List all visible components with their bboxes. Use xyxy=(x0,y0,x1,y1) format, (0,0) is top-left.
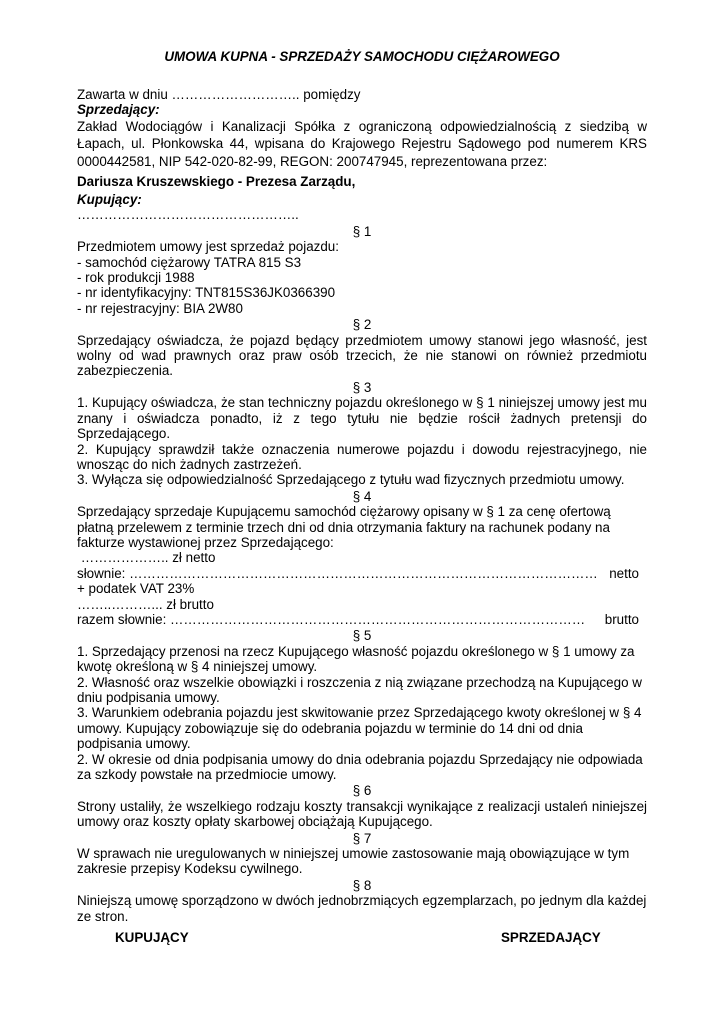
section-8-heading: § 8 xyxy=(352,877,372,893)
seller-representative: Dariusza Kruszewskiego - Prezesa Zarządu, xyxy=(77,173,356,189)
s2-paragraph: Sprzedający oświadcza, że pojazd będący przedmiotem umowy stanowi jego własność, jest wolny od wad prawnych oraz praw osób trzecich, że nie stanowi on również przedmiotu zabezpieczenia. xyxy=(77,332,647,379)
s5-line: podpisania umowy. xyxy=(77,736,191,752)
netto-label: netto xyxy=(609,565,639,581)
buyer-blank: ………………………………………….. xyxy=(77,207,299,223)
section-5-heading: § 5 xyxy=(352,628,372,644)
s5-line: dniu podpisania umowy. xyxy=(77,690,220,705)
s8-line: ze stron. xyxy=(77,908,129,924)
s4-line: fakturze wystawionej przez Sprzedającego: xyxy=(77,534,334,550)
s4-line: Sprzedający sprzedaje Kupującemu samochód ciężarowy opisany w § 1 za cenę ofertową xyxy=(77,504,611,520)
buyer-label: Kupujący: xyxy=(77,192,142,207)
s5-line: 1. Sprzedający przenosi na rzecz Kupującego własność pojazdu określonego w § 1 umowy za xyxy=(77,643,635,659)
seller-label: Sprzedający: xyxy=(77,102,160,118)
section-4-heading: § 4 xyxy=(352,488,372,504)
s5-line: kwotę określoną w § 4 niniejszej umowy. xyxy=(77,659,318,675)
s3-paragraph-2: 2. Kupujący sprawdził także oznaczenia numerowe pojazdu i dowodu rejestracyjnego, nie wnosząc do nich żadnych zastrzeżeń. xyxy=(77,441,647,472)
buyer-signature-label: KUPUJĄCY xyxy=(115,930,189,945)
section-6-heading: § 6 xyxy=(352,783,372,799)
s4-line: płatną przelewem z terminie trzech dni od dnia otrzymania faktury na rachunek podany na xyxy=(77,519,610,535)
s8-line: Niniejszą umowę sporządzono w dwóch jednobrzmiących egzemplarzach, po jednym dla każdej xyxy=(77,893,647,909)
s5-line: umowy. Kupujący zobowiązuje się do odebrania pojazdu w terminie do 14 dni od dnia xyxy=(77,720,583,736)
s1-line: Przedmiotem umowy jest sprzedaż pojazdu: xyxy=(77,239,339,255)
netto-words-row xyxy=(77,566,647,581)
seller-signature-label: SPRZEDAJĄCY xyxy=(501,930,601,945)
intro-line: Zawarta w dniu ……………………….. pomiędzy xyxy=(77,87,361,102)
s3-paragraph-3: 3. Wyłącza się odpowiedzialność Sprzedającego z tytułu wad fizycznych przedmiotu umowy. xyxy=(77,472,625,488)
s3-paragraph-1: 1. Kupujący oświadcza, że stan techniczny pojazdu określonego w § 1 niniejszej umowy jest mu znany i oświadcza ponadto, iż z tego tytułu nie będzie rościł żadnych pretensji do Sprzedającego. xyxy=(77,395,647,442)
s7-line: zakresie przepisy Kodeksu cywilnego. xyxy=(77,861,303,877)
contract-document xyxy=(77,48,647,924)
s5-line: 2. Własność oraz wszelkie obowiązki i roszczenia z nią związane przechodzą na Kupującego w xyxy=(77,674,642,690)
seller-description: Zakład Wodociągów i Kanalizacji Spółka z ograniczoną odpowiedzialnością z siedzibą w Łapach, ul. Płonkowska 44, wpisana do Krajowego Rejestru Sądowego pod numerem KRS 0000442581, NIP 542-020-82-99, REGON: 200747945, reprezentowana przez: xyxy=(77,118,647,169)
s1-line: - rok produkcji 1988 xyxy=(77,270,195,286)
price-netto-line: ……………….. zł netto xyxy=(77,550,216,566)
brutto-words-blank: razem słownie: ………………………………………………………………………………… xyxy=(77,611,586,627)
s1-line: - nr rejestracyjny: BIA 2W80 xyxy=(77,300,243,316)
s6-paragraph: Strony ustaliły, że wszelkiego rodzaju koszty transakcji wynikające z realizacji ustaleń niniejszej umowy oraz koszty opłaty skarbowej obciążają Kupującego. xyxy=(77,798,647,830)
s1-line: - samochód ciężarowy TATRA 815 S3 xyxy=(77,254,302,270)
netto-words-blank: słownie: …………………………………………………………………………………………… xyxy=(77,565,598,581)
section-3-heading: § 3 xyxy=(352,379,372,395)
section-1-heading: § 1 xyxy=(352,223,372,239)
s5-line: za szkody powstałe na przedmiocie umowy. xyxy=(77,767,337,783)
price-brutto-line: ……..………... zł brutto xyxy=(77,596,214,612)
brutto-words-row xyxy=(77,612,647,627)
section-7-heading: § 7 xyxy=(352,830,372,846)
document-title: UMOWA KUPNA - SPRZEDAŻY SAMOCHODU CIĘŻAROWEGO xyxy=(164,49,560,64)
vat-line: + podatek VAT 23% xyxy=(77,581,195,597)
brutto-label: brutto xyxy=(604,611,639,627)
s5-line: 3. Warunkiem odebrania pojazdu jest skwitowanie przez Sprzedającego kwoty określonej w § 4 xyxy=(77,705,642,721)
section-2-heading: § 2 xyxy=(352,317,372,333)
s7-line: W sprawach nie uregulowanych w niniejszej umowie zastosowanie mają obowiązujące w tym xyxy=(77,846,630,862)
s5-line: 2. W okresie od dnia podpisania umowy do dnia odebrania pojazdu Sprzedający nie odpowiada xyxy=(77,751,643,767)
s1-line: - nr identyfikacyjny: TNT815S36JK0366390 xyxy=(77,285,336,301)
